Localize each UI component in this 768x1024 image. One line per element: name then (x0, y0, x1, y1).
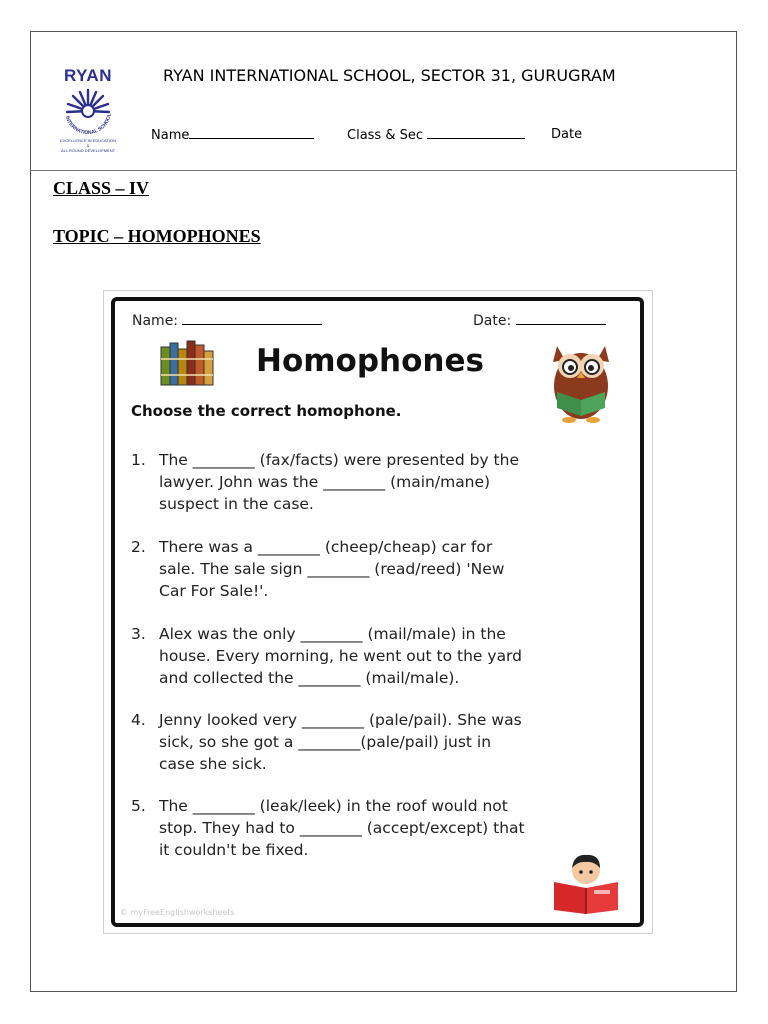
worksheet-date-blank (516, 314, 606, 325)
owl-reading-icon (543, 334, 619, 424)
date-field (551, 127, 582, 142)
class-sec-blank[interactable] (427, 127, 525, 139)
worksheet-name-label: Name: (132, 313, 179, 329)
logo-sunburst-icon (61, 84, 115, 138)
logo-tagline (57, 138, 119, 153)
school-logo (57, 66, 119, 158)
question-3-line-2: house. Every morning, he went out to the yard (159, 647, 523, 665)
date-label: Date (551, 127, 583, 142)
logo-ring-text: INTERNATIONAL SCHOOL (63, 112, 113, 137)
question-4-line-1: Jenny looked very ________ (pale/pail). She was (159, 711, 522, 729)
question-2-line-1: There was a ________ (cheep/cheap) car for (159, 538, 493, 556)
question-4-number: 4. (131, 711, 146, 729)
logo-tagline-3: ALL ROUND DEVELOPMENT (60, 148, 116, 153)
question-2-number: 2. (131, 538, 146, 556)
worksheet-name-blank (182, 314, 322, 325)
question-5-line-3: it couldn't be fixed. (159, 841, 309, 859)
class-heading: CLASS – IV (53, 178, 150, 198)
name-field[interactable] (151, 127, 314, 143)
class-sec-field[interactable] (347, 127, 525, 143)
question-5-line-2: stop. They had to ________ (accept/except) that (159, 819, 525, 837)
question-2-line-2: sale. The sale sign ________ (read/reed) 'New (159, 560, 505, 578)
question-3-line-1: Alex was the only ________ (mail/male) in the (159, 625, 506, 643)
logo-tagline-1: EXCELLENCE IN EDUCATION (60, 138, 116, 143)
question-1-number: 1. (131, 451, 146, 469)
name-label: Name (151, 128, 190, 143)
question-1-line-2: lawyer. John was the ________ (main/mane) (159, 473, 491, 491)
books-icon (159, 339, 217, 387)
question-4-line-2: sick, so she got a ________(pale/pail) just in (159, 733, 492, 751)
logo-tagline-2: & (86, 143, 90, 148)
worksheet-title: Homophones (256, 343, 484, 379)
worksheet-name-field (132, 313, 322, 329)
question-3-line-3: and collected the ________ (mail/male). (159, 669, 460, 687)
boy-reading-icon (550, 852, 622, 916)
worksheet-date-field (473, 313, 606, 329)
logo-word: RYAN (64, 66, 112, 85)
class-sec-label: Class & Sec (347, 128, 424, 143)
topic-heading: TOPIC – HOMOPHONES (53, 226, 261, 246)
question-2-line-3: Car For Sale!'. (159, 582, 269, 600)
question-3-number: 3. (131, 625, 146, 643)
question-1-line-3: suspect in the case. (159, 495, 314, 513)
question-1-line-1: The ________ (fax/facts) were presented by the (159, 451, 519, 469)
question-5-number: 5. (131, 797, 146, 815)
school-name: RYAN INTERNATIONAL SCHOOL, SECTOR 31, GURUGRAM (163, 66, 616, 85)
header-divider (30, 170, 737, 171)
question-4-line-3: case she sick. (159, 755, 267, 773)
worksheet-watermark: © myFreeEnglishworksheets (120, 908, 235, 917)
worksheet-instruction: Choose the correct homophone. (131, 402, 402, 420)
question-5-line-1: The ________ (leak/leek) in the roof would not (159, 797, 508, 815)
name-blank[interactable] (189, 127, 314, 139)
worksheet-date-label: Date: (473, 313, 512, 329)
